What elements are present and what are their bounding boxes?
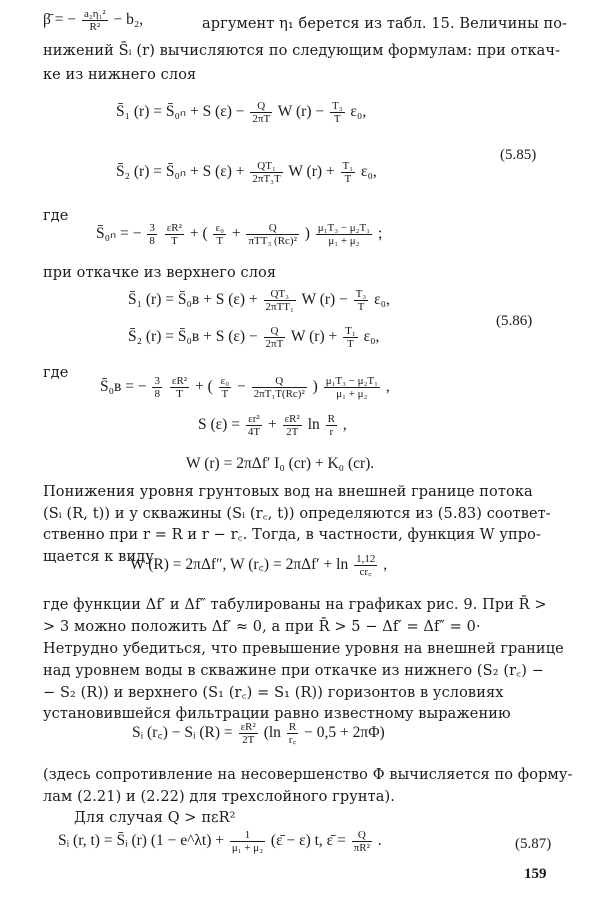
equation-w-boundary: W (R) = 2πΔf″, W (r꜀) = 2πΔf′ + ln $\frac{1,12}{cr꜀}$ ,: [130, 552, 388, 578]
paragraph-line: аргумент η₁ берется из табл. 15. Величины по-: [202, 16, 568, 32]
paragraph-line: щается к виду: [43, 549, 154, 565]
paragraph-line: установившейся фильтрации равно известному выражению: [43, 706, 511, 722]
beta-equation: β̄ = − $\frac{\text{a₂η₁²}}{\text{R²}}$ − b₂,: [43, 8, 144, 34]
paragraph-line: ственно при r = R и r − r꜀. Тогда, в частности, функция W упро-: [43, 527, 541, 543]
where-label: где: [43, 208, 69, 224]
equation-5-85-a: S̄₁ (r) = S̄₀ₙ + S (ε) − $\frac{Q}{2\pi T}$ W (r) − $\frac{\text{T₃}}{T}$ ε₀,: [116, 100, 367, 126]
paragraph-line: Понижения уровня грунтовых вод на внешней границе потока: [43, 484, 533, 500]
equation-number: (5.86): [496, 313, 533, 329]
equation-number: (5.85): [500, 147, 537, 163]
equation-5-86-a: S̄₁ (r) = S̄₀в + S (ε) + $\frac{\text{QT₃}}{\text{2πTT₁}}$ W (r) − $\frac{\text{T₃}}{T}$ ε₀,: [128, 288, 390, 314]
paragraph-line: ке из нижнего слоя: [43, 67, 197, 83]
equation-s-epsilon: S (ε) = $\frac{\text{εr²}}{4T}$ + $\frac{\text{εR²}}{2T}$ ln $\frac{R}{r}$ ,: [198, 413, 347, 439]
paragraph-line: Для случая Q > πεR²: [74, 810, 236, 826]
paragraph-line: над уровнем воды в скважине при откачке из нижнего (S₂ (r꜀) −: [43, 663, 544, 679]
paragraph-line: − S₂ (R)) и верхнего (S₁ (r꜀) = S₁ (R)) горизонтов в условиях: [43, 685, 504, 701]
equation-number: (5.87): [515, 836, 552, 852]
equation-w: W (r) = 2πΔf′ I₀ (cr) + K₀ (cr).: [186, 455, 375, 472]
paragraph-line: Нетрудно убедиться, что превышение уровня на внешней границе: [43, 641, 564, 657]
paragraph-line: (Sᵢ (R, t)) и у скважины (Sᵢ (r꜀, t)) определяются из (5.83) соответ-: [43, 506, 551, 522]
equation-s0-lower: S̄₀ₙ = − $\frac{3}{8}$ $\frac{\text{εR²}}{T}$ + ( $\frac{\text{ε₀}}{T}$ + $\frac{Q}{\text{πTT₃ (Rc)²}}$ ) $\frac{\text{μ₁T₃ − μ₂T₁}}{\text{μ₁ + μ₂}}$ ;: [96, 222, 383, 248]
where-label: где: [43, 365, 69, 381]
paragraph-line: лам (2.21) и (2.22) для трехслойного грунта).: [43, 789, 395, 805]
page-number: 159: [524, 866, 547, 882]
equation-5-86-b: S̄₂ (r) = S̄₀в + S (ε) − $\frac{Q}{2\pi T}$ W (r) + $\frac{\text{T₁}}{T}$ ε₀,: [128, 325, 380, 351]
equation-5-85-b: S̄₂ (r) = S̄₀ₙ + S (ε) + $\frac{\text{QT₁}}{\text{2πT₃T}}$ W (r) + $\frac{\text{T₁}}{T}$ ε₀,: [116, 160, 377, 186]
equation-5-87: Sᵢ (r, t) = S̄ᵢ (r) (1 − e^λt) + $\frac{1}{\text{μ₁ + μ₂}}$ (ε̄ − ε) t, ε̄ = $\frac{Q}{\text{πR²}}$ .: [58, 829, 382, 855]
paragraph-line: (здесь сопротивление на несовершенство Φ вычисляется по форму-: [43, 767, 573, 783]
paragraph-line: при откачке из верхнего слоя: [43, 265, 277, 281]
equation-s0-upper: S̄₀в = − $\frac{3}{8}$ $\frac{\text{εR²}}{T}$ + ( $\frac{\text{ε₀}}{T}$ − $\frac{Q}{\text{2πT₁T(Rc)²}}$ ) $\frac{\text{μ₁T₃ − μ₂T₁}}{\text{μ₁ + μ₂}}$ ,: [100, 375, 390, 401]
equation-level-difference: Sᵢ (r꜀) − Sᵢ (R) = $\frac{\text{εR²}}{2T}$ (ln $\frac{R}{r꜀}$ − 0,5 + 2πΦ): [132, 720, 385, 746]
paragraph-line: > 3 можно положить Δf′ ≈ 0, а при R̄ > 5 − Δf′ = Δf″ = 0·: [43, 619, 481, 635]
paragraph-line: где функции Δf′ и Δf″ табулированы на графиках рис. 9. При R̄ >: [43, 597, 547, 613]
paragraph-line: нижений S̄ᵢ (r) вычисляются по следующим формулам: при откач-: [43, 43, 561, 59]
